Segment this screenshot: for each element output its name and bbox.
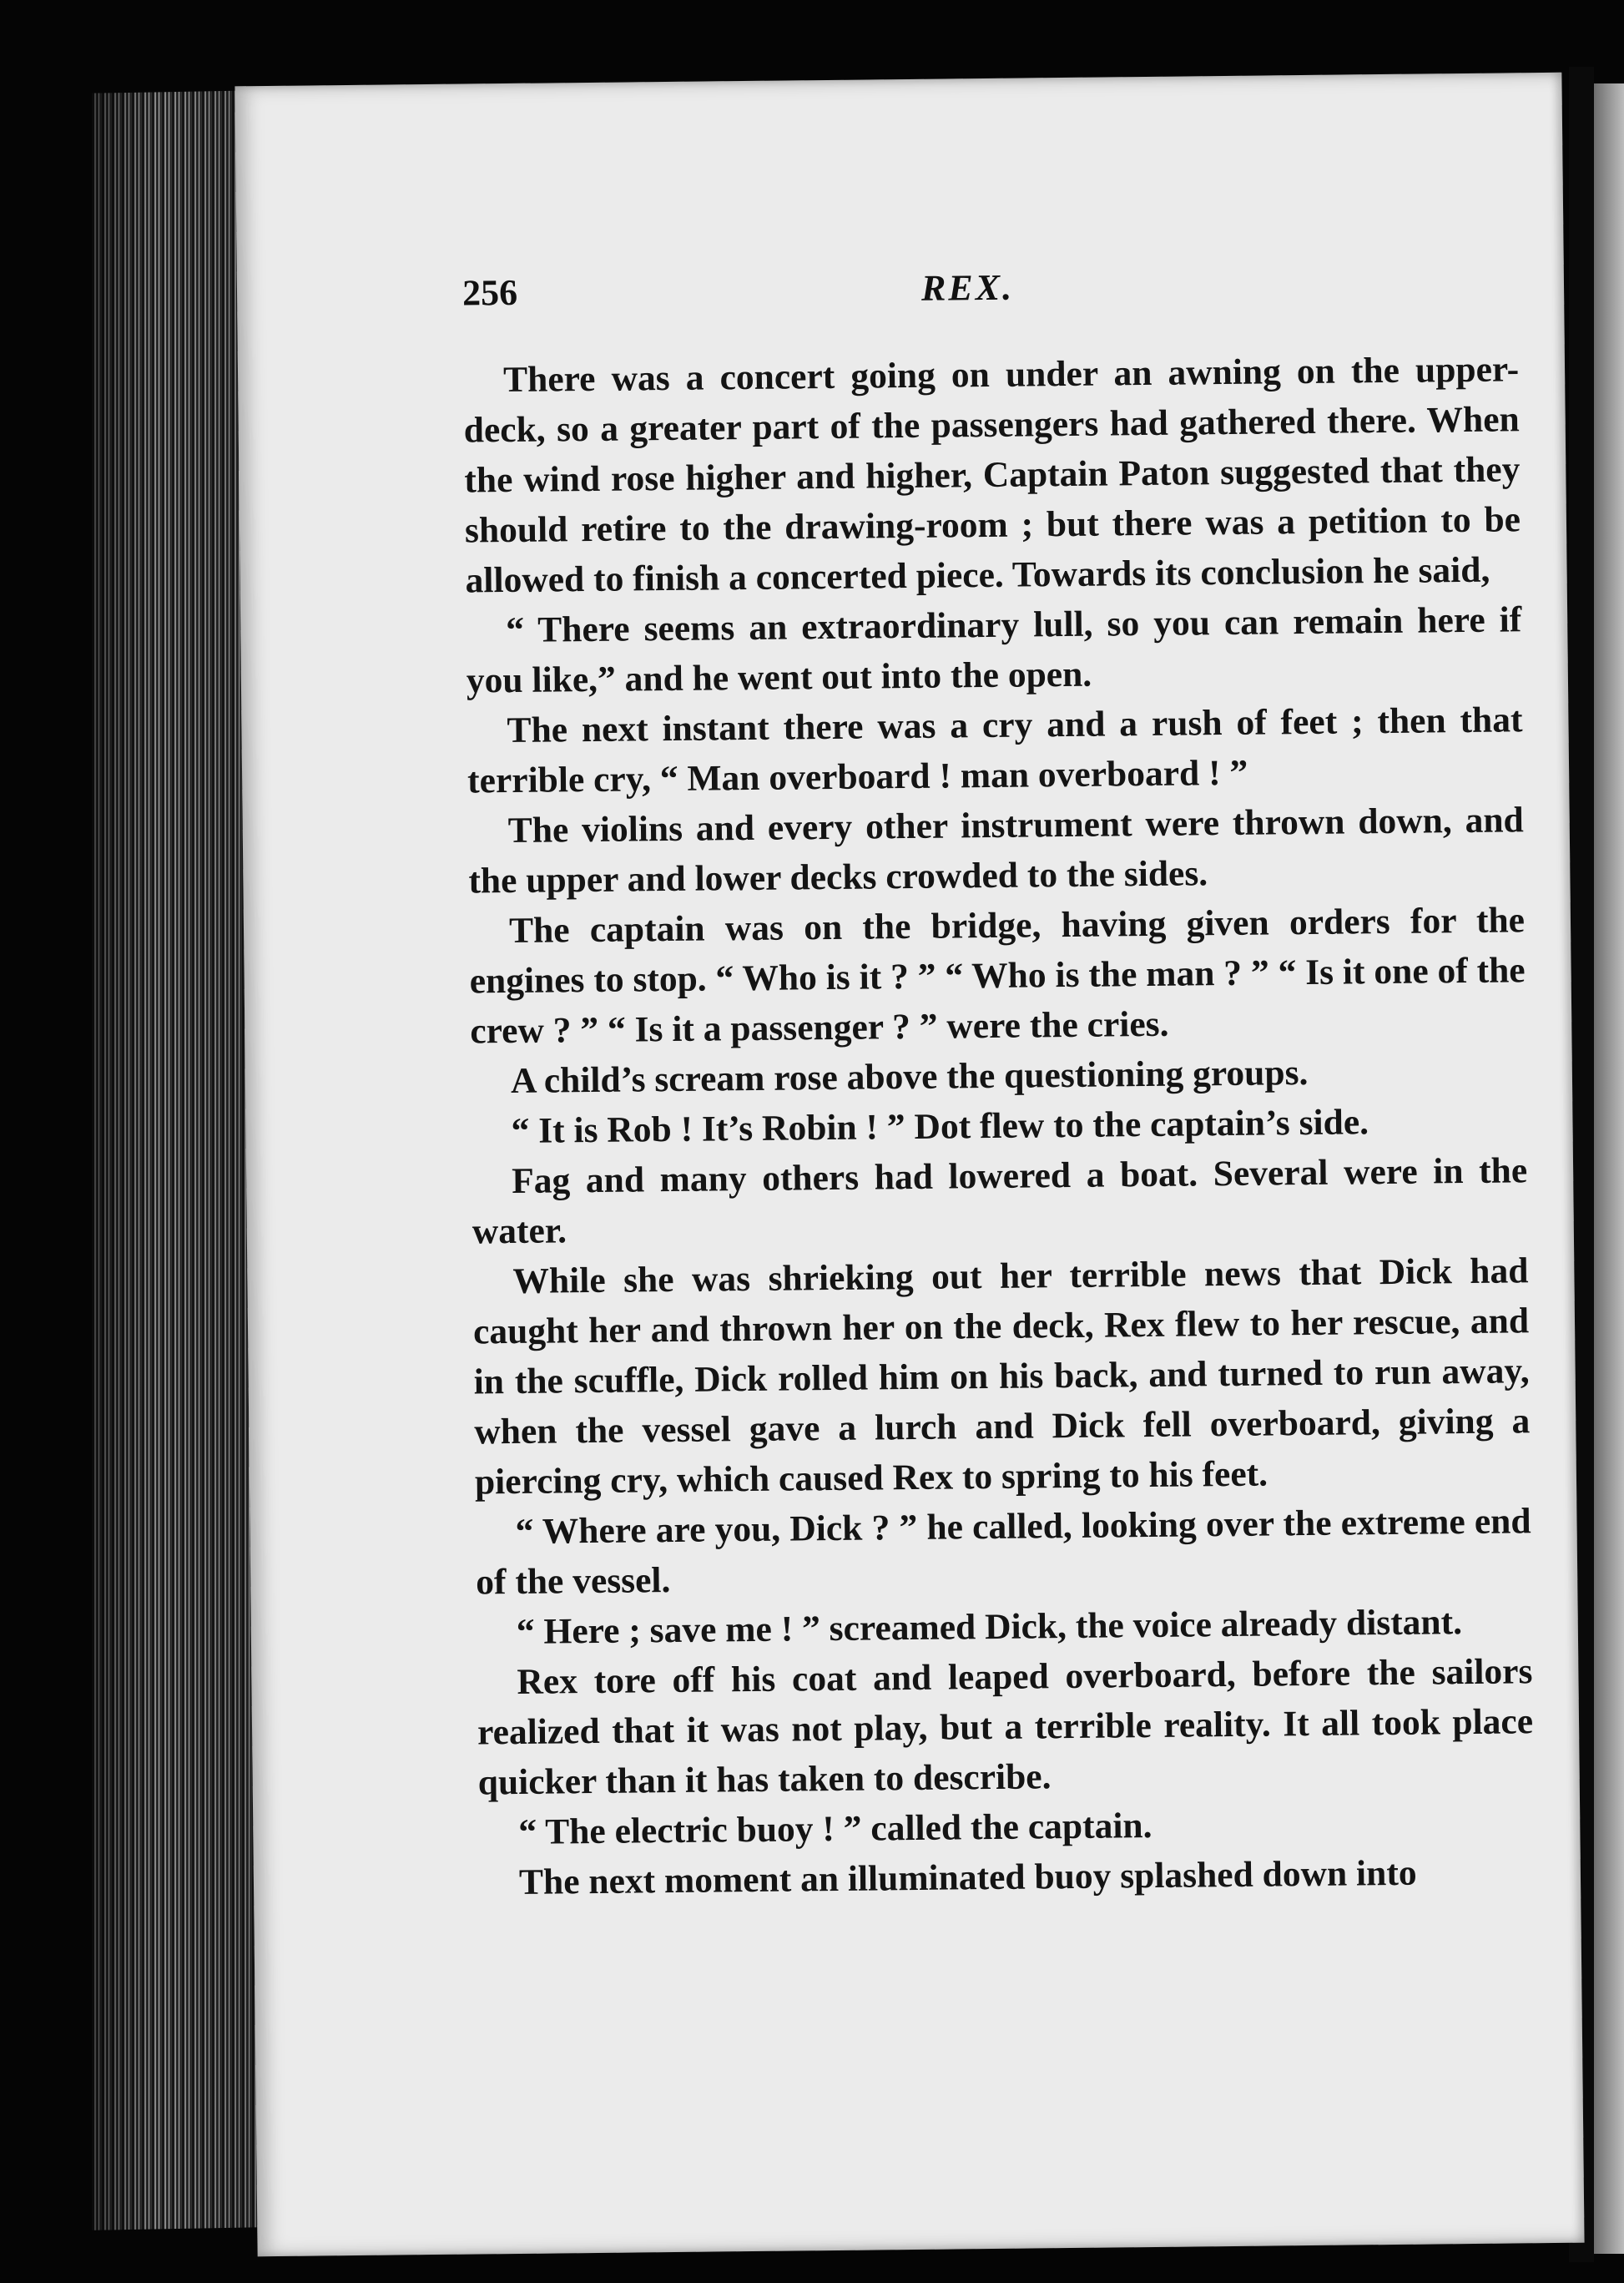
- paragraph: The violins and every other instrument were thrown down, and the upper and lower decks crowded to the sides.: [468, 800, 1524, 902]
- paragraph: “ The electric buoy ! ” called the captain.: [518, 1806, 1152, 1852]
- page-body: [463, 344, 1535, 1907]
- page-number: 256: [461, 271, 518, 314]
- next-page-edge: [1594, 83, 1624, 2254]
- page-header: [462, 262, 1381, 339]
- running-title: REX.: [920, 266, 1015, 309]
- book-page: [235, 73, 1584, 2257]
- paragraph: Fag and many others had lowered a boat. Several were in the water.: [472, 1150, 1528, 1252]
- paragraph: The next moment an illuminated buoy splashed down into: [518, 1852, 1417, 1902]
- paragraph: “ It is Rob ! It’s Robin ! ” Dot flew to the captain’s side.: [511, 1102, 1369, 1151]
- book-page-edges: [92, 90, 259, 2230]
- paragraph: There was a concert going on under an awning on the upper-deck, so a greater part of the passengers had gathered there. When the wind rose higher and higher, Captain Paton suggested that they should retire to the drawing-room ; but there was a petition to be allowed to finish a concerted piece. Towards its conclusion he said,: [463, 349, 1521, 601]
- paragraph: The captain was on the bridge, having given orders for the engines to stop. “ Who is it ? ” “ Who is the man ? ” “ Is it one of the crew ? ” “ Is it a passenger ? ” were the cries.: [469, 900, 1526, 1052]
- paragraph: Rex tore off his coat and leaped overboard, before the sailors realized that it was not play, but a terrible reality. It all took place quicker than it has taken to describe.: [477, 1651, 1534, 1803]
- paragraph: “ Here ; save me ! ” screamed Dick, the voice already distant.: [516, 1602, 1463, 1652]
- paragraph: A child’s scream rose above the questioning groups.: [510, 1052, 1309, 1101]
- paragraph: “ There seems an extraordinary lull, so you can remain here if you like,” and he went out into the open.: [466, 599, 1522, 701]
- paragraph: The next instant there was a cry and a rush of feet ; then that terrible cry, “ Man overboard ! man overboard ! ”: [467, 700, 1523, 801]
- paragraph: “ Where are you, Dick ? ” he called, looking over the extreme end of the vessel.: [475, 1501, 1531, 1603]
- paragraph: While she was shrieking out her terrible news that Dick had caught her and thrown her on the deck, Rex flew to her rescue, and in the scuffle, Dick rolled him on his back, and turned to run away, when the vessel gave a lurch and Dick fell overboard, giving a piercing cry, which caused Rex to spring to his feet.: [472, 1250, 1531, 1503]
